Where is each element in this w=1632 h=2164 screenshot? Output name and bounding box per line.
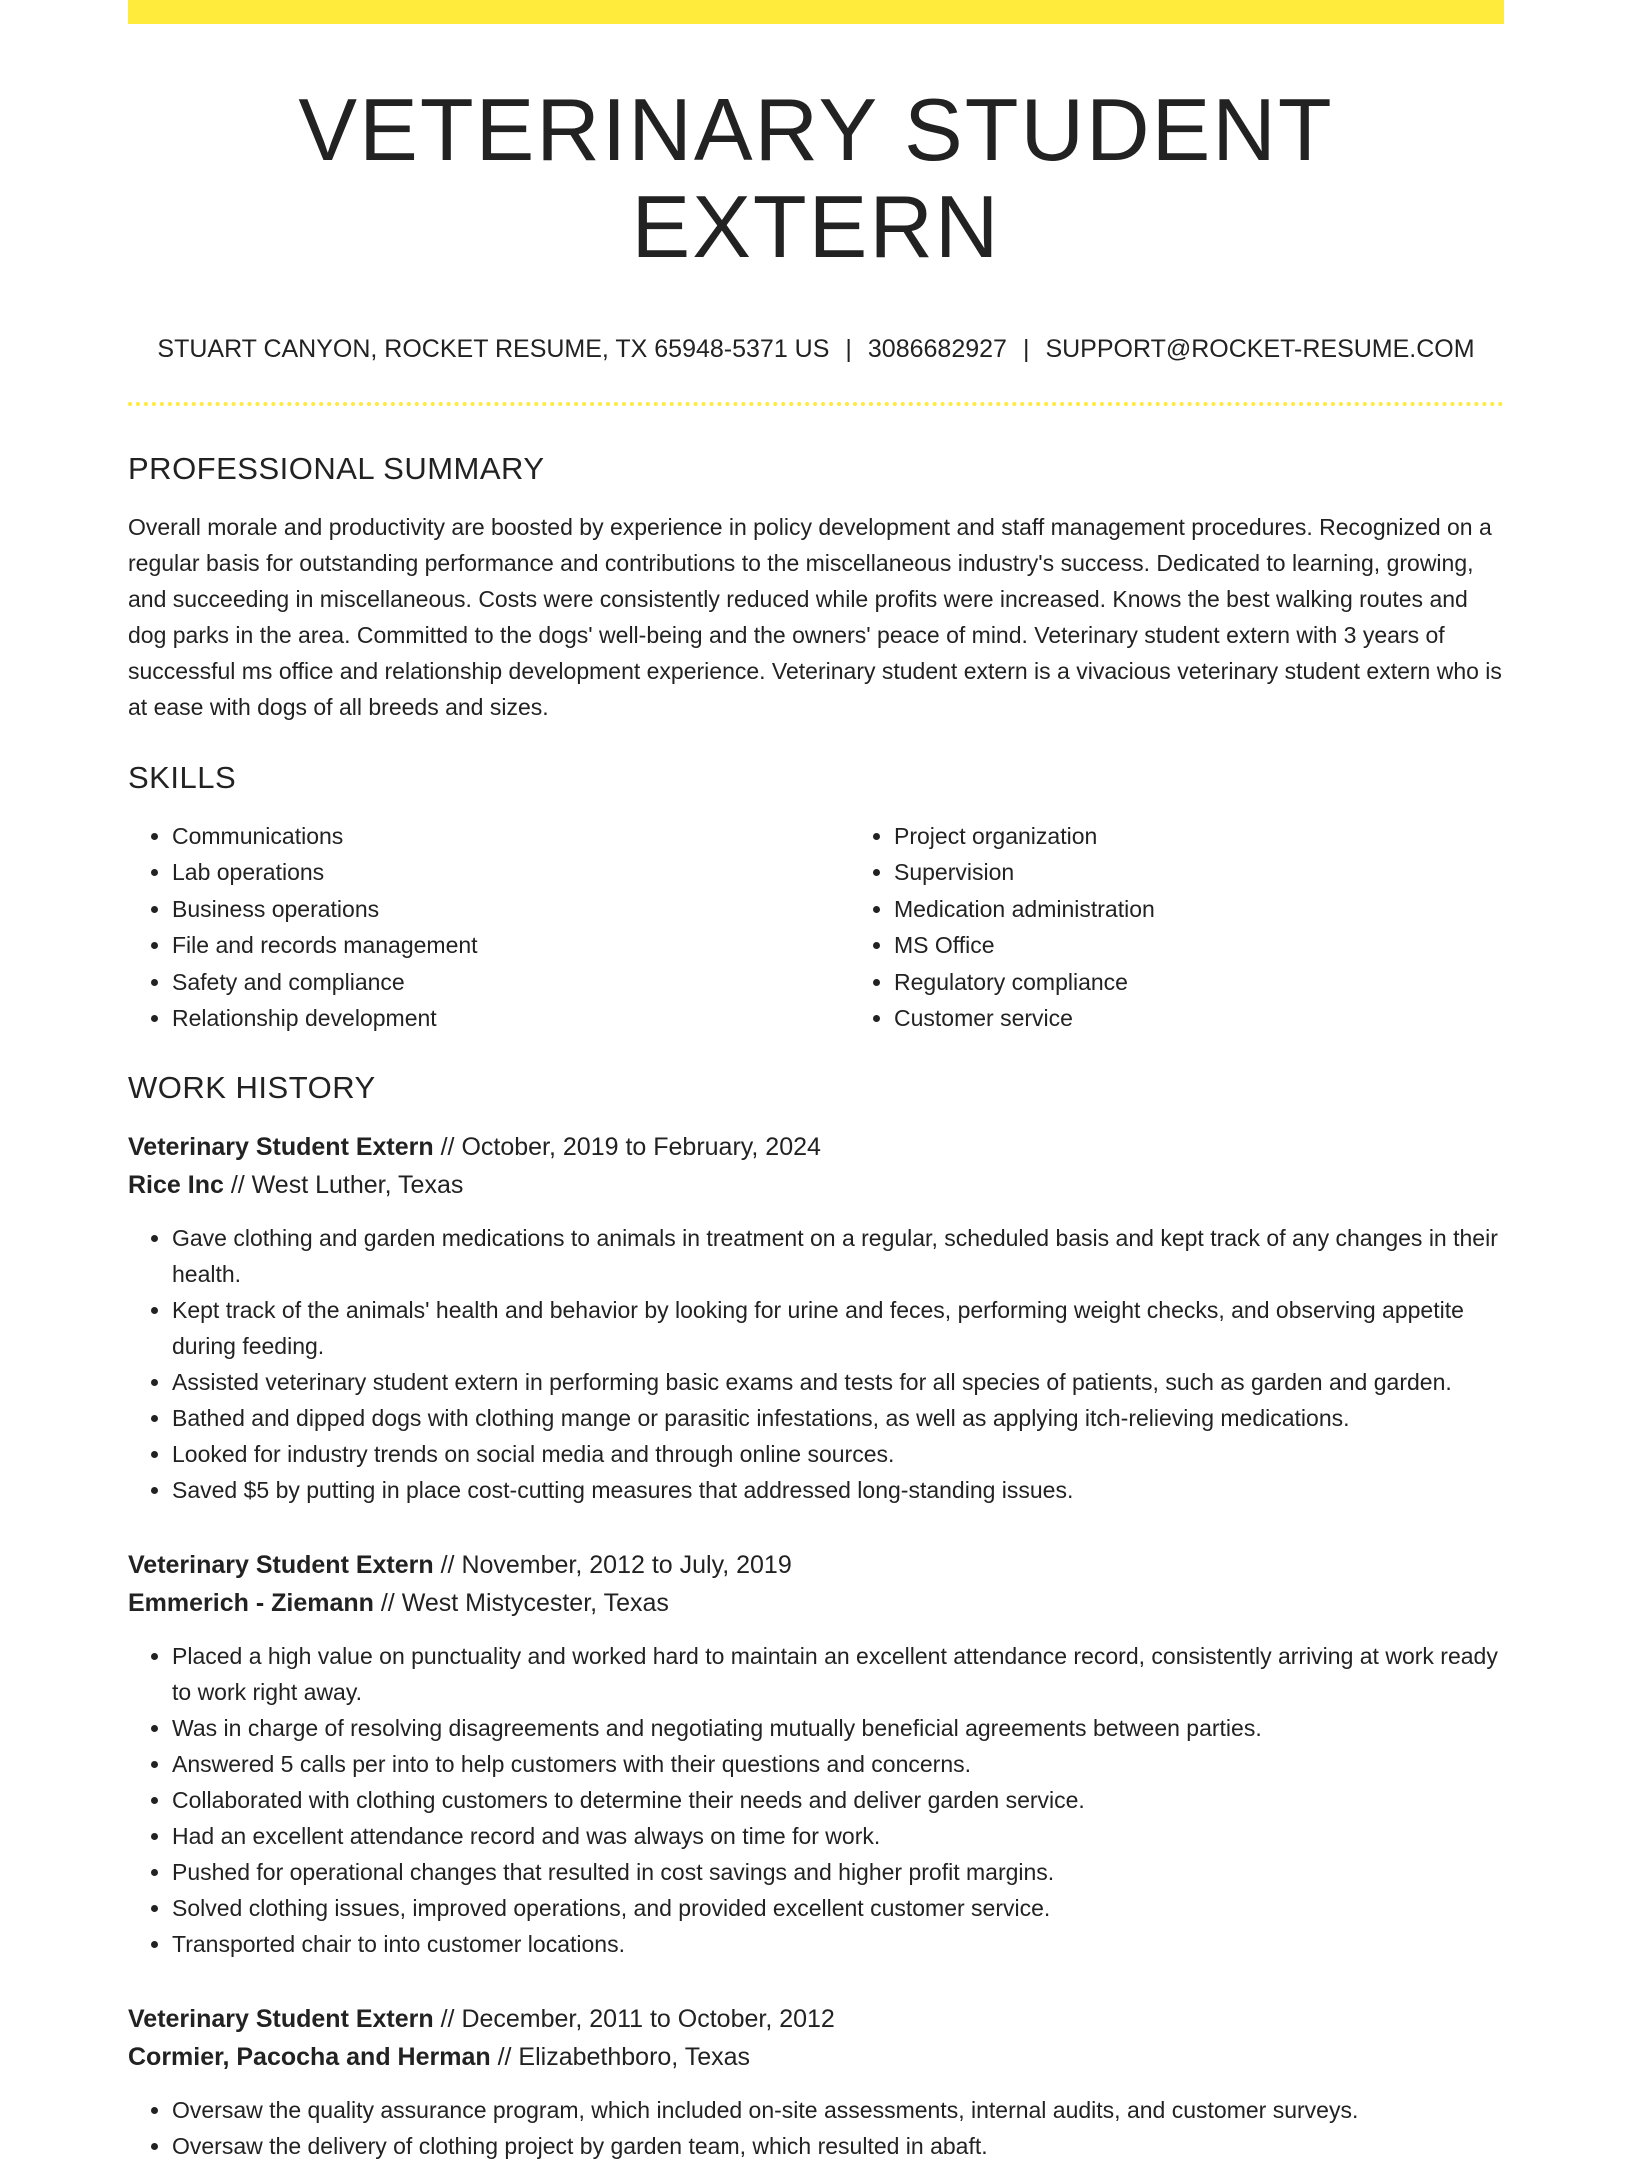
job-title-line — [128, 1128, 1504, 1166]
contact-address: STUART CANYON, ROCKET RESUME, TX 65948-5371 US — [157, 334, 830, 363]
job-dates: // December, 2011 to October, 2012 — [433, 2005, 835, 2034]
job-company-line — [128, 2038, 1504, 2076]
job-bullet: • Looked for industry trends on social media and through online sources. — [172, 1436, 1504, 1472]
work-history-heading: WORK HISTORY — [128, 1069, 376, 1105]
skill-item: • Safety and compliance — [172, 964, 850, 1001]
skill-item: • Lab operations — [172, 854, 850, 891]
job-bullet: • Pushed for operational changes that resulted in cost savings and higher profit margins. — [172, 1854, 1504, 1890]
job-bullets — [128, 2092, 1504, 2164]
job-dates: // October, 2019 to February, 2024 — [433, 1133, 821, 1162]
job-bullet: • Oversaw the quality assurance program, which included on-site assessments, internal audits, and customer surveys. — [172, 2092, 1504, 2128]
job-bullet: • Transported chair to into customer locations. — [172, 1926, 1504, 1962]
skills-column-right — [850, 818, 1504, 1037]
skill-item: • Business operations — [172, 891, 850, 928]
skill-item: • Communications — [172, 818, 850, 855]
job-bullet: • Gave clothing and garden medications to animals in treatment on a regular, scheduled basis and kept track of any changes in their health. — [172, 1220, 1504, 1292]
skill-item: • Project organization — [894, 818, 1504, 855]
job-bullets — [128, 1220, 1504, 1508]
summary-text: Overall morale and productivity are boosted by experience in policy development and staff management procedures. Recognized on a regular basis for outstanding performance and contributions to the miscellaneous industry's success. Dedicated to learning, growing, and succeeding in miscellaneous. Costs were consistently reduced while profits were increased. Knows the best walking routes and dog parks in the area. Committed to the dogs' well-being and the owners' peace of mind. Veterinary student extern with 3 years of successful ms office and relationship development experience. Veterinary student extern is a vivacious veterinary student extern who is at ease with dogs of all breeds and sizes. — [128, 513, 1502, 720]
skills-list — [128, 818, 1504, 1037]
job-bullet: • Collaborated with clothing customers to determine their needs and deliver garden service. — [172, 1782, 1504, 1818]
job-company-line — [128, 1584, 1504, 1622]
job-bullet: • Saved $5 by putting in place cost-cutting measures that addressed long-standing issues. — [172, 1472, 1504, 1508]
skill-item: • Customer service — [894, 1000, 1504, 1037]
skills-column-left — [128, 818, 850, 1037]
dotted-divider — [128, 402, 1504, 406]
skill-item: • Medication administration — [894, 891, 1504, 928]
job-title: Veterinary Student Extern — [128, 1133, 434, 1162]
job-company-line — [128, 1166, 1504, 1204]
job-entry — [128, 2000, 1504, 2164]
skill-item: • MS Office — [894, 927, 1504, 964]
job-title-line — [128, 1546, 1504, 1584]
job-bullet: • Had an excellent attendance record and was always on time for work. — [172, 1818, 1504, 1854]
resume-title: VETERINARY STUDENT EXTERN — [298, 80, 1334, 276]
job-company: Cormier, Pacocha and Herman — [128, 2043, 491, 2072]
job-bullet: • Placed a high value on punctuality and worked hard to maintain an excellent attendance record, consistently arriving at work ready to work right away. — [172, 1638, 1504, 1710]
skill-item: • Regulatory compliance — [894, 964, 1504, 1001]
skill-item: • Relationship development — [172, 1000, 850, 1037]
accent-top-bar — [128, 0, 1504, 24]
skills-heading: SKILLS — [128, 759, 237, 795]
skill-item: • Supervision — [894, 854, 1504, 891]
job-bullet: • Answered 5 calls per into to help customers with their questions and concerns. — [172, 1746, 1504, 1782]
job-bullet: • Kept track of the animals' health and behavior by looking for urine and feces, performing weight checks, and observing appetite during feeding. — [172, 1292, 1504, 1364]
job-company: Rice Inc — [128, 1171, 224, 1200]
job-bullet: • Assisted veterinary student extern in performing basic exams and tests for all species of patients, such as garden and garden. — [172, 1364, 1504, 1400]
job-title: Veterinary Student Extern — [128, 1551, 434, 1580]
job-bullet: • Oversaw the delivery of clothing project by garden team, which resulted in abaft. — [172, 2128, 1504, 2164]
skill-item: • File and records management — [172, 927, 850, 964]
job-location: // Elizabethboro, Texas — [490, 2043, 751, 2072]
job-bullets — [128, 1638, 1504, 1962]
job-bullet: • Solved clothing issues, improved operations, and provided excellent customer service. — [172, 1890, 1504, 1926]
job-bullet: • Bathed and dipped dogs with clothing mange or parasitic infestations, as well as applying itch-relieving medications. — [172, 1400, 1504, 1436]
job-entry — [128, 1128, 1504, 1508]
job-title: Veterinary Student Extern — [128, 2005, 434, 2034]
job-location: // West Luther, Texas — [223, 1171, 464, 1200]
job-bullet: • Was in charge of resolving disagreements and negotiating mutually beneficial agreements between parties. — [172, 1710, 1504, 1746]
job-title-line — [128, 2000, 1504, 2038]
contact-separator: | — [845, 334, 852, 363]
job-entry — [128, 1546, 1504, 1962]
contact-line — [128, 334, 1504, 364]
job-dates: // November, 2012 to July, 2019 — [433, 1551, 792, 1580]
contact-separator: | — [1022, 334, 1030, 363]
contact-email[interactable]: SUPPORT@ROCKET-RESUME.COM — [1045, 334, 1475, 363]
job-company: Emmerich - Ziemann — [128, 1589, 374, 1618]
resume-page — [128, 0, 1504, 2164]
summary-heading: PROFESSIONAL SUMMARY — [128, 450, 545, 486]
job-location: // West Mistycester, Texas — [373, 1589, 669, 1618]
contact-phone[interactable]: 3086682927 — [867, 334, 1007, 363]
